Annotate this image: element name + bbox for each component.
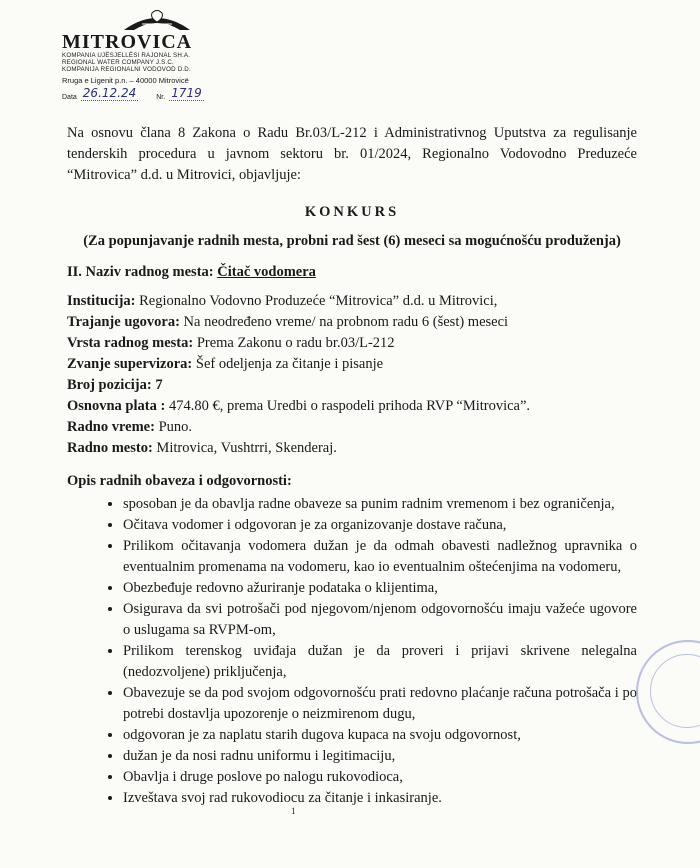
info-label: Vrsta radnog mesta:: [67, 335, 194, 351]
info-label: Trajanje ugovora:: [67, 314, 180, 330]
company-line-3: KOMPANIJA REGIONALNI VODOVOD D.D.: [62, 66, 191, 73]
position-heading: [67, 262, 637, 283]
info-row: [67, 417, 637, 438]
company-line-2: REGIONAL WATER COMPANY J.S.C.: [62, 59, 174, 66]
position-name: Čitač vodomera: [217, 264, 316, 280]
page-number: 1: [291, 806, 296, 816]
list-item: • dužan je da nosi radnu uniformu i legitimaciju,: [123, 746, 637, 767]
info-value: Na neodređeno vreme/ na probnom radu 6 (šest) meseci: [179, 314, 509, 330]
list-item: • odgovoran je za naplatu starih dugova kupaca na svoju odgovornost,: [123, 725, 637, 746]
list-item: • Obezbeđuje redovno ažuriranje podataka o klijentima,: [123, 578, 637, 599]
info-label: Broj pozicija: 7: [67, 377, 163, 393]
date-value: 26.12.24: [82, 86, 137, 100]
list-item: • Očitava vodomer i odgovoran je za organizovanje dostave računa,: [123, 515, 637, 536]
company-line-1: KOMPANIA UJËSJELLËSI RAJONAL SH.A.: [62, 52, 191, 59]
info-row: [67, 333, 637, 354]
info-value: 474.80 €, prema Uredbi o raspodeli prihoda RVP “Mitrovica”.: [165, 398, 531, 414]
intro-paragraph: Na osnovu člana 8 Zakona o Radu Br.03/L-212 i Administrativnog Uputstva za regulisanje tenderskih procedura u javnom sektoru br. 01/2024, Regionalno Vodovodno Preduzeće “Mitrovica” d.d. u Mitrovici, objavljuje:: [67, 125, 637, 183]
info-label: Radno mesto:: [67, 440, 153, 456]
info-row: [67, 291, 637, 312]
company-name: MITROVICA: [62, 31, 193, 53]
info-value: Prema Zakonu o radu br.03/L-212: [193, 335, 395, 351]
info-label: Institucija:: [67, 293, 136, 309]
duties-list: [67, 494, 637, 809]
info-row: [67, 438, 637, 459]
info-row: [67, 312, 637, 333]
list-item: • sposoban je da obavlja radne obaveze sa punim radnim vremenom i bez ograničenja,: [123, 494, 637, 515]
info-row: [67, 396, 637, 417]
date-line: [62, 86, 262, 101]
list-item: • Izveštava svoj rad rukovodiocu za čitanje i inkasiranje.: [123, 788, 637, 809]
position-info: [67, 291, 637, 459]
date-label: Data: [62, 94, 77, 101]
info-label: Radno vreme:: [67, 419, 155, 435]
info-value: Mitrovica, Vushtrri, Skenderaj.: [152, 440, 337, 456]
document-body: [67, 123, 637, 809]
document-title: KONKURS: [304, 204, 400, 220]
info-value: Šef odeljenja za čitanje i pisanje: [192, 356, 384, 372]
document-subtitle: (Za popunjavanje radnih mesta, probni rad šest (6) meseci sa mogućnošću produženja): [83, 233, 621, 249]
list-item: • Prilikom terenskog uviđaja dužan je da proveri i prijavi skrivene nelegalna (nedozvoljene) priključenja,: [123, 641, 637, 683]
seal-inner-ring: [650, 654, 700, 728]
nr-label: Nr.: [156, 94, 166, 101]
info-row: [67, 354, 637, 375]
company-logo: [62, 10, 262, 101]
nr-value: 1719: [171, 86, 202, 100]
info-row: [67, 375, 637, 396]
list-item: • Obavezuje se da pod svojom odgovornošću prati redovno plaćanje računa potrošača i po potrebi dostavlja upozorenje o neizmirenom dugu,: [123, 683, 637, 725]
water-drop-logo-icon: [122, 10, 192, 32]
company-address: Rruga e Ligenit p.n. – 40000 Mitrovicë: [62, 76, 189, 85]
info-label: Zvanje supervizora:: [67, 356, 193, 372]
info-value: Regionalno Vodovno Produzeće “Mitrovica” d.d. u Mitrovici,: [135, 293, 498, 309]
info-label: Osnovna plata :: [67, 398, 166, 414]
list-item: • Prilikom očitavanja vodomera dužan je da odmah obavesti nadležnog upravnika o eventualnim promenama na vodomeru, kao io eventualnim oštećenjima na vodomeru,: [123, 536, 637, 578]
position-label: II. Naziv radnog mesta:: [67, 264, 214, 280]
list-item: • Obavlja i druge poslove po nalogu rukovodioca,: [123, 767, 637, 788]
list-item: • Osigurava da svi potrošači pod njegovom/njenom odgovornošću imaju važeće ugovore o uslugama sa RVPM-om,: [123, 599, 637, 641]
info-value: Puno.: [154, 419, 193, 435]
duties-heading: Opis radnih obaveza i odgovornosti:: [67, 473, 292, 489]
